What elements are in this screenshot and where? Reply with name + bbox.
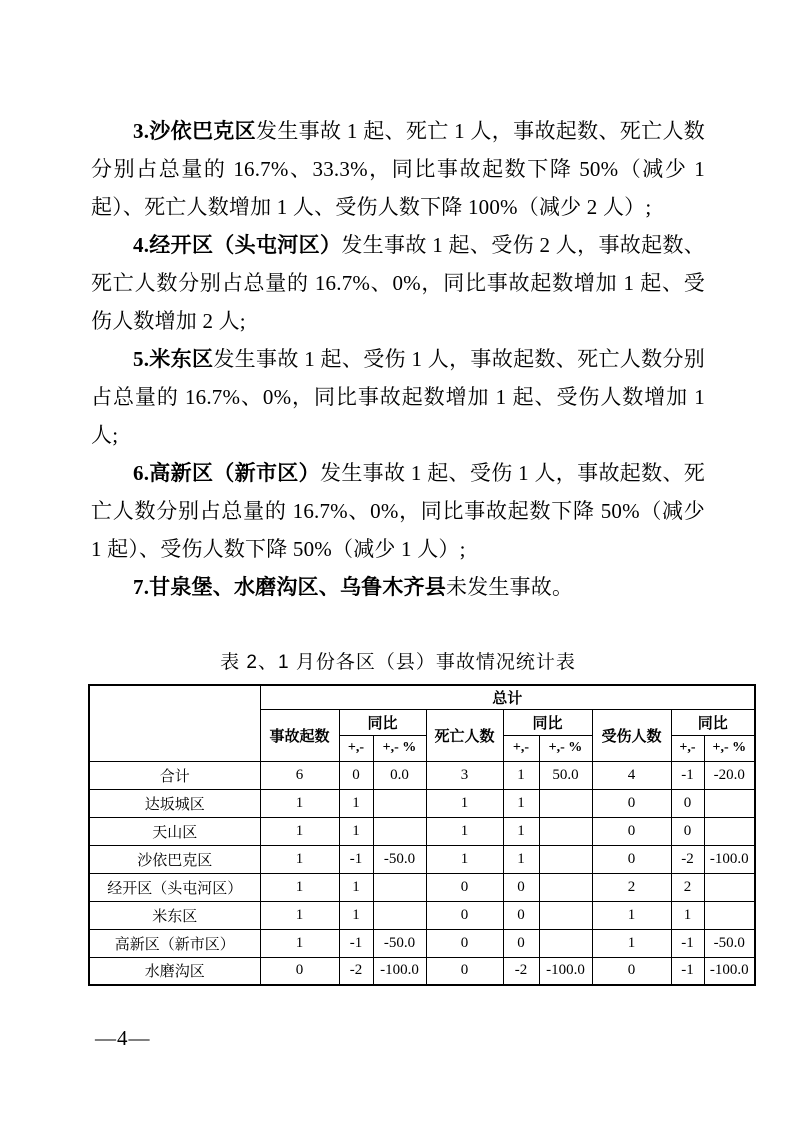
value-cell: [539, 873, 592, 901]
value-cell: [539, 929, 592, 957]
paragraph: [91, 568, 705, 606]
value-cell: 1: [260, 845, 339, 873]
paragraph-text: 未发生事故。: [445, 575, 574, 599]
table-row: [89, 901, 755, 929]
header-cell-total: 总计: [260, 685, 755, 709]
header-cell-yoy: 同比: [503, 709, 592, 735]
header-cell-injuries: 受伤人数: [592, 709, 671, 761]
header-cell-yoy: 同比: [339, 709, 426, 735]
value-cell: [539, 901, 592, 929]
header-cell-plus-minus: +,-: [671, 735, 704, 761]
header-cell-plus-minus-pct: +,- %: [373, 735, 426, 761]
value-cell: [704, 873, 755, 901]
paragraph-lead: 4.经开区（头屯河区）: [133, 233, 342, 257]
paragraph: [91, 226, 705, 340]
region-cell: 达坂城区: [89, 789, 260, 817]
value-cell: 50.0: [539, 761, 592, 789]
value-cell: 1: [339, 789, 373, 817]
value-cell: 1: [339, 817, 373, 845]
header-cell-region: [89, 685, 260, 761]
value-cell: -50.0: [373, 845, 426, 873]
value-cell: 1: [592, 929, 671, 957]
value-cell: [373, 873, 426, 901]
header-cell-plus-minus: +,-: [503, 735, 539, 761]
value-cell: 6: [260, 761, 339, 789]
table-row: [89, 957, 755, 985]
value-cell: [373, 901, 426, 929]
paragraph-lead: 5.米东区: [133, 347, 214, 371]
table-row: [89, 873, 755, 901]
value-cell: -20.0: [704, 761, 755, 789]
value-cell: 1: [260, 817, 339, 845]
value-cell: -100.0: [373, 957, 426, 985]
table-row: [89, 845, 755, 873]
value-cell: 1: [260, 901, 339, 929]
header-row: [89, 685, 755, 709]
table-row: [89, 761, 755, 789]
header-cell-deaths: 死亡人数: [426, 709, 503, 761]
paragraph-lead: 3.沙依巴克区: [133, 119, 256, 143]
value-cell: 4: [592, 761, 671, 789]
value-cell: 1: [503, 817, 539, 845]
paragraph: [91, 340, 705, 454]
value-cell: 2: [592, 873, 671, 901]
region-cell: 高新区（新市区）: [89, 929, 260, 957]
region-cell: 水磨沟区: [89, 957, 260, 985]
value-cell: 0: [592, 817, 671, 845]
value-cell: [373, 789, 426, 817]
value-cell: -1: [339, 929, 373, 957]
value-cell: 1: [503, 761, 539, 789]
value-cell: [704, 901, 755, 929]
value-cell: 2: [671, 873, 704, 901]
value-cell: -2: [339, 957, 373, 985]
value-cell: 0: [592, 845, 671, 873]
value-cell: 0: [260, 957, 339, 985]
value-cell: 1: [503, 789, 539, 817]
table-row: [89, 789, 755, 817]
value-cell: -1: [671, 957, 704, 985]
value-cell: 1: [592, 901, 671, 929]
value-cell: -50.0: [704, 929, 755, 957]
value-cell: -1: [671, 761, 704, 789]
value-cell: 1: [426, 789, 503, 817]
header-cell-yoy: 同比: [671, 709, 755, 735]
value-cell: [704, 817, 755, 845]
value-cell: [539, 845, 592, 873]
value-cell: -2: [503, 957, 539, 985]
paragraph-text: 发生事故 1 起、受伤 1 人，事故起数、死亡人数分别占总量的 16.7%、0%，同比事故起数增加 1 起、受伤人数增加 1 人;: [91, 347, 706, 447]
region-cell: 米东区: [89, 901, 260, 929]
value-cell: -2: [671, 845, 704, 873]
paragraph: [91, 112, 705, 226]
paragraph-text: 发生事故 1 起、死亡 1 人，事故起数、死亡人数分别占总量的 16.7%、33.3%，同比事故起数下降 50%（减少 1 起）、死亡人数增加 1 人、受伤人数下降 100%（减少 2 人）;: [91, 119, 706, 219]
paragraph-text: 发生事故 1 起、受伤 1 人，事故起数、死亡人数分别占总量的 16.7%、0%，同比事故起数下降 50%（减少 1 起）、受伤人数下降 50%（减少 1 人）;: [91, 461, 706, 561]
value-cell: 0: [503, 873, 539, 901]
region-cell: 经开区（头屯河区）: [89, 873, 260, 901]
header-cell-plus-minus-pct: +,- %: [539, 735, 592, 761]
value-cell: 0: [503, 901, 539, 929]
value-cell: 1: [671, 901, 704, 929]
value-cell: -100.0: [539, 957, 592, 985]
value-cell: 0: [339, 761, 373, 789]
value-cell: 1: [339, 873, 373, 901]
table-row: [89, 817, 755, 845]
value-cell: 1: [426, 845, 503, 873]
table-row: [89, 929, 755, 957]
paragraph-lead: 7.甘泉堡、水磨沟区、乌鲁木齐县: [133, 575, 446, 599]
value-cell: 0: [503, 929, 539, 957]
region-cell: 合计: [89, 761, 260, 789]
value-cell: 1: [339, 901, 373, 929]
value-cell: -1: [671, 929, 704, 957]
value-cell: 0: [426, 929, 503, 957]
value-cell: 0: [671, 817, 704, 845]
value-cell: [704, 789, 755, 817]
value-cell: 0: [426, 901, 503, 929]
value-cell: [373, 817, 426, 845]
region-cell: 天山区: [89, 817, 260, 845]
header-cell-plus-minus-pct: +,- %: [704, 735, 755, 761]
value-cell: -50.0: [373, 929, 426, 957]
value-cell: 0.0: [373, 761, 426, 789]
value-cell: [539, 817, 592, 845]
value-cell: 0: [426, 957, 503, 985]
page-number: —4—: [95, 1026, 151, 1050]
header-cell-accident-count: 事故起数: [260, 709, 339, 761]
value-cell: 1: [260, 789, 339, 817]
paragraph: [91, 454, 705, 568]
value-cell: 0: [592, 957, 671, 985]
value-cell: -100.0: [704, 957, 755, 985]
value-cell: 1: [260, 873, 339, 901]
value-cell: -100.0: [704, 845, 755, 873]
value-cell: 0: [426, 873, 503, 901]
value-cell: 0: [671, 789, 704, 817]
value-cell: 1: [260, 929, 339, 957]
value-cell: 1: [503, 845, 539, 873]
value-cell: 3: [426, 761, 503, 789]
table-title: 表 2、1 月份各区（县）事故情况统计表: [220, 652, 576, 673]
accident-statistics-table: [88, 684, 756, 986]
value-cell: 0: [592, 789, 671, 817]
paragraph-text: 发生事故 1 起、受伤 2 人，事故起数、死亡人数分别占总量的 16.7%、0%，同比事故起数增加 1 起、受伤人数增加 2 人;: [91, 233, 705, 333]
value-cell: 1: [426, 817, 503, 845]
value-cell: -1: [339, 845, 373, 873]
value-cell: [539, 789, 592, 817]
header-cell-plus-minus: +,-: [339, 735, 373, 761]
paragraph-lead: 6.高新区（新市区）: [133, 461, 320, 485]
region-cell: 沙依巴克区: [89, 845, 260, 873]
